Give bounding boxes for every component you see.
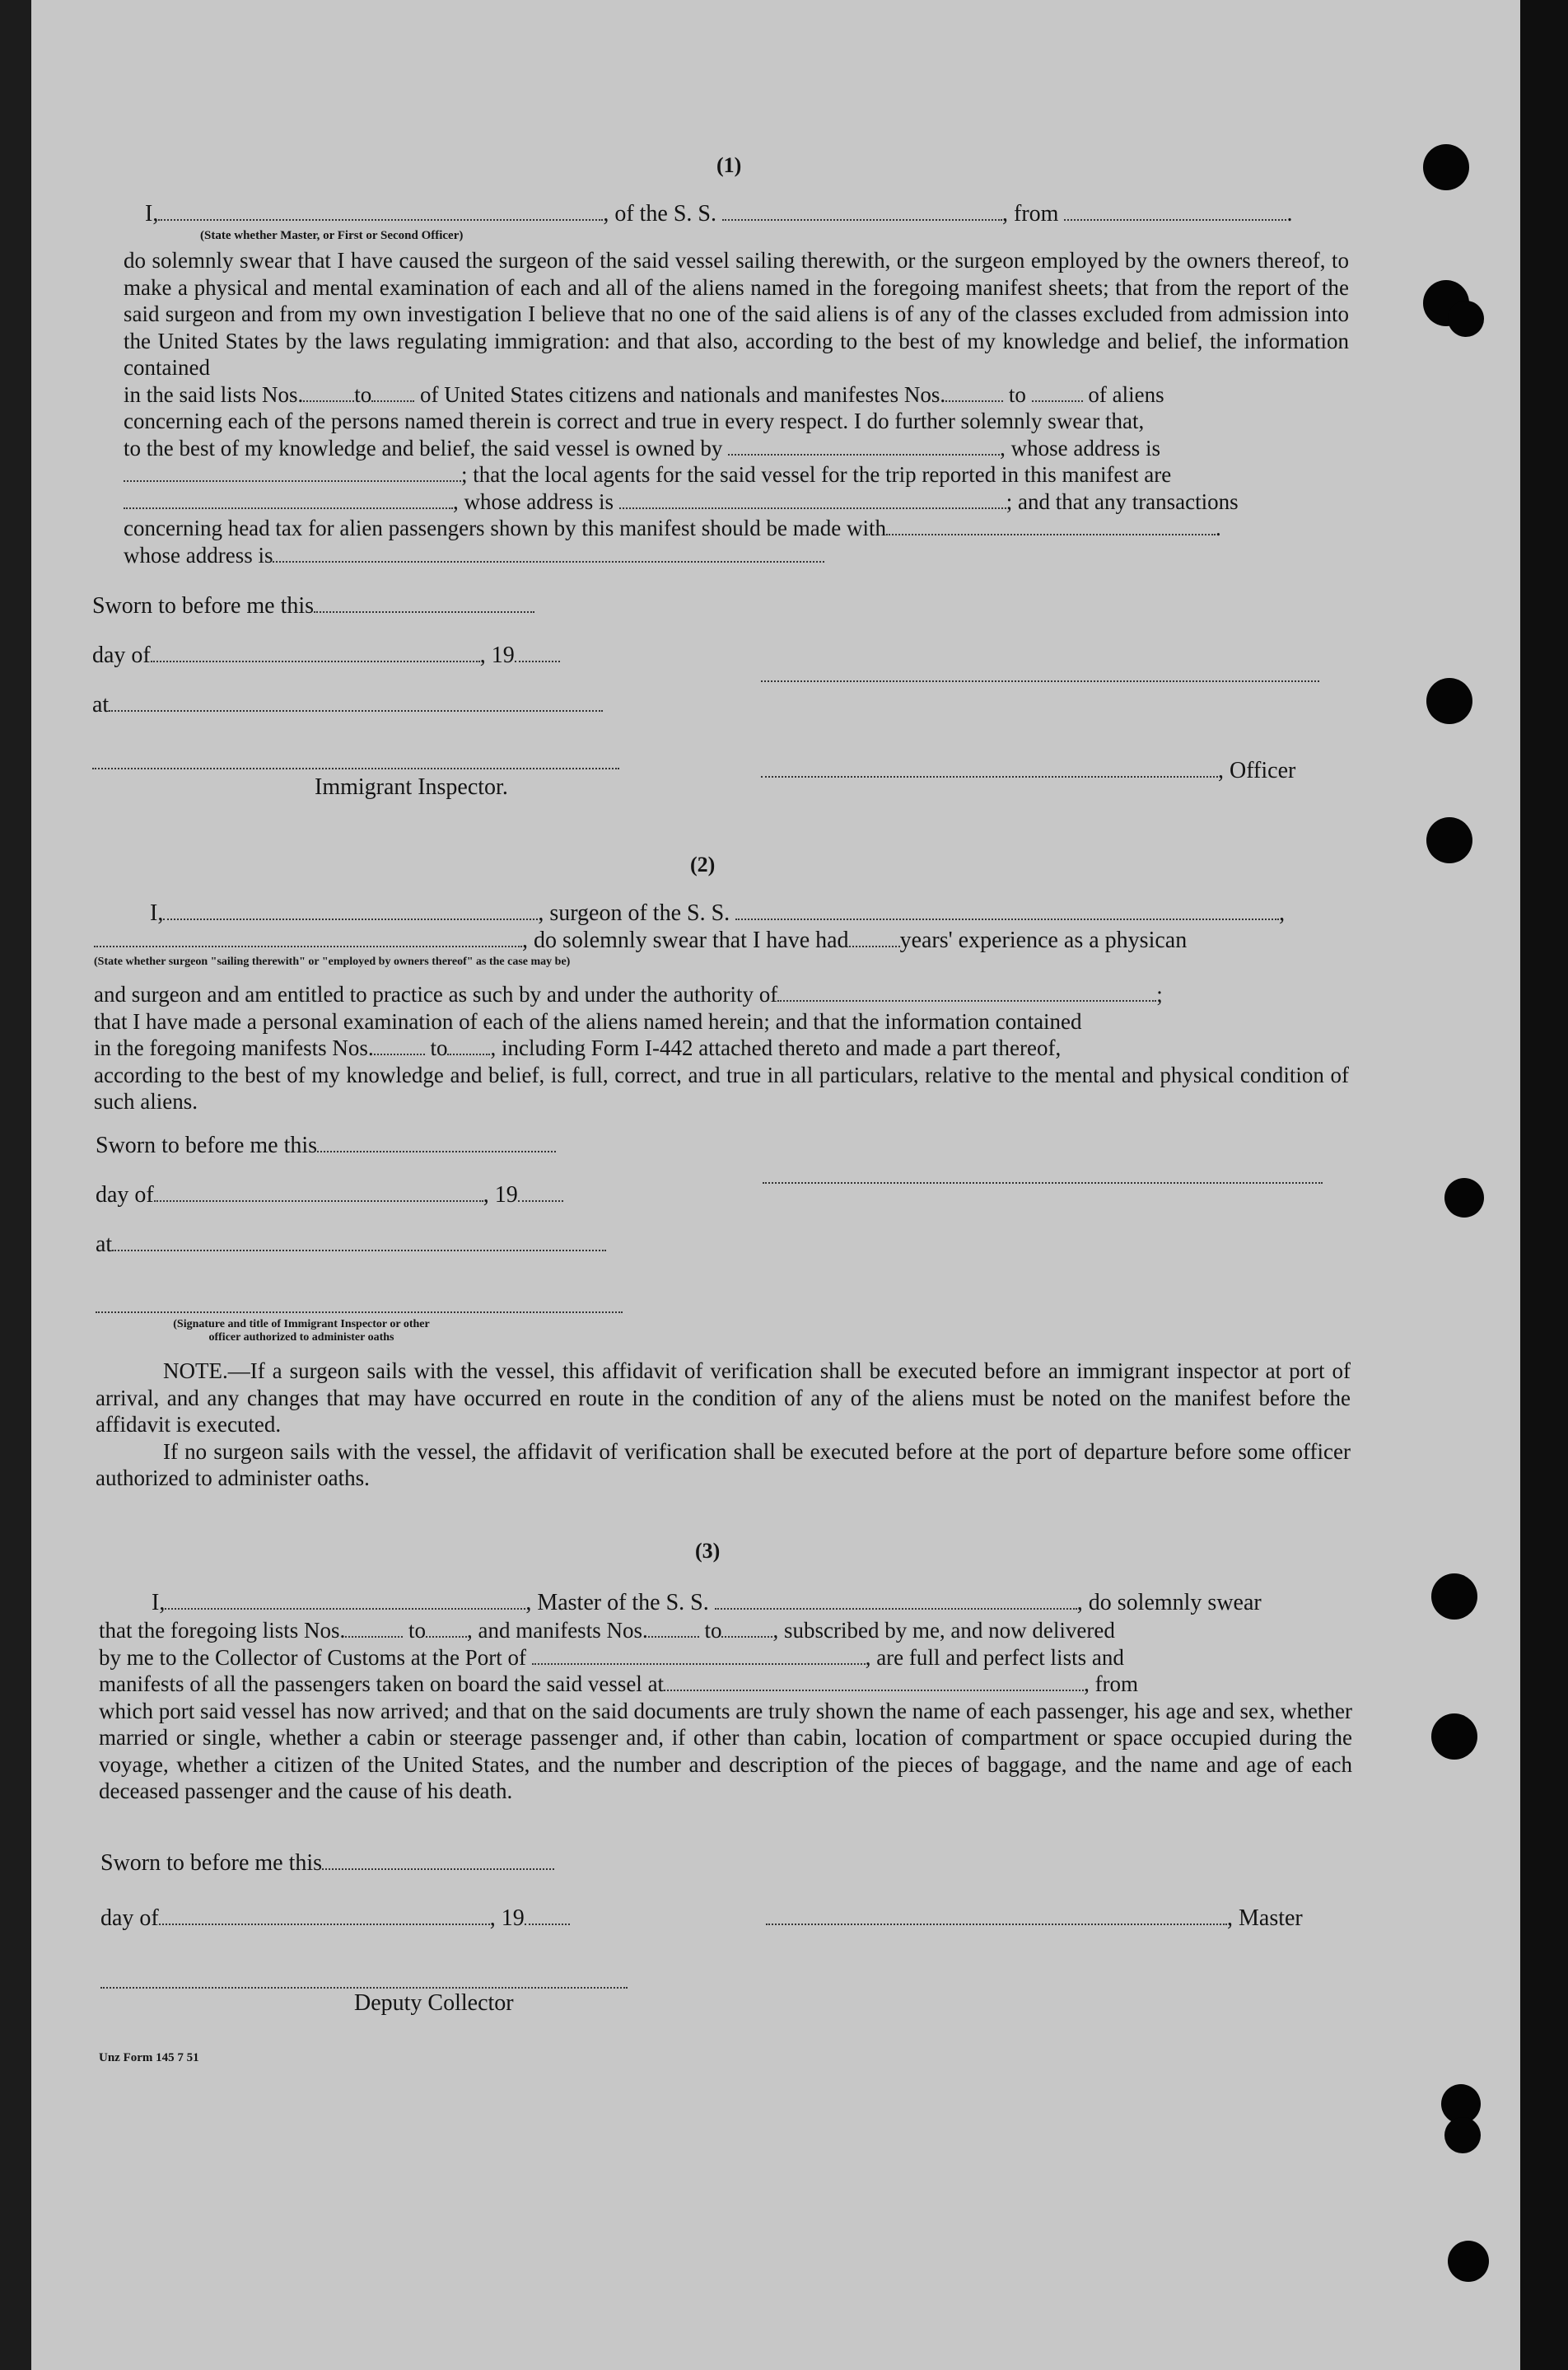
s2-note-1: NOTE.—If a surgeon sails with the vessel, this affidavit of verification shall be executed before an immigrant inspector at port of arrival, and any changes that may have occurred en route in the condition of any of the aliens must be noted on the manifest before the affidavit is executed. bbox=[96, 1358, 1351, 1437]
s1-sworn: Sworn to before me this bbox=[92, 593, 534, 619]
binder-hole bbox=[1426, 678, 1472, 724]
s2-vessel-field[interactable] bbox=[735, 900, 1279, 920]
s2-authority-field[interactable] bbox=[777, 982, 1156, 1002]
binder-hole bbox=[1448, 301, 1484, 337]
binder-hole bbox=[1448, 2241, 1489, 2282]
s1-headtax-line: concerning head tax for alien passengers shown by this manifest should be made with . bbox=[124, 516, 1221, 540]
s1-address-line: , whose address is ; and that any transactions bbox=[124, 488, 1349, 516]
s2-sailing-field[interactable] bbox=[94, 928, 522, 947]
s2-manifests-from[interactable] bbox=[374, 1035, 425, 1055]
s3-vessel-field[interactable] bbox=[715, 1590, 1077, 1610]
s2-at: at bbox=[96, 1232, 606, 1258]
binder-hole bbox=[1431, 1713, 1477, 1760]
s3-year-field[interactable] bbox=[525, 1905, 570, 1925]
s3-day-field[interactable] bbox=[159, 1905, 490, 1925]
s1-para-b: concerning each of the persons named therein is correct and true in every respect. I do further solemnly swear that, bbox=[124, 409, 1145, 433]
form-number: Unz Form 145 7 51 bbox=[99, 2051, 199, 2064]
s1-agents-field[interactable] bbox=[124, 489, 453, 509]
s2-name-field[interactable] bbox=[163, 900, 538, 920]
s2-year-field[interactable] bbox=[518, 1182, 563, 1202]
s1-lists-line: in the said lists Nos. to of United States citizens and nationals and manifestes Nos. to of aliens bbox=[124, 381, 1164, 407]
s1-manifests-from[interactable] bbox=[945, 382, 1003, 402]
s1-at-field[interactable] bbox=[109, 692, 603, 712]
s3-master-sig: , Master bbox=[766, 1905, 1303, 1932]
s1-owner-field[interactable] bbox=[728, 436, 1000, 456]
s3-day: day of , 19 bbox=[100, 1905, 570, 1932]
binder-hole bbox=[1444, 2117, 1481, 2153]
s3-master-field[interactable] bbox=[766, 1905, 1227, 1925]
s3-lists-to[interactable] bbox=[426, 1618, 467, 1638]
s2-line2: , do solemnly swear that I have had years' experience as a physican bbox=[94, 928, 1187, 954]
s1-officer-sig: , Officer bbox=[761, 758, 1295, 784]
s2-sig-note: (Signature and title of Immigrant Inspector or other officer authorized to administer oaths bbox=[173, 1318, 430, 1344]
s1-headtax-field[interactable] bbox=[886, 516, 1216, 535]
s3-line1: I, , Master of the S. S. , do solemnly swear bbox=[152, 1590, 1262, 1615]
s1-officer-field[interactable] bbox=[761, 758, 1218, 778]
s1-from-field[interactable] bbox=[1064, 201, 1286, 221]
s2-practice-line: and surgeon and am entitled to practice as such by and under the authority of ; bbox=[94, 982, 1163, 1007]
s3-port-line: by me to the Collector of Customs at the Port of , are full and perfect lists and bbox=[99, 1644, 1124, 1670]
s1-owned-line: to the best of my knowledge and belief, the said vessel is owned by , whose address is bbox=[124, 435, 1161, 460]
binder-hole bbox=[1444, 1178, 1484, 1218]
s2-body bbox=[94, 981, 1349, 1115]
s1-whose-line: whose address is bbox=[124, 542, 1349, 569]
section-1-number: (1) bbox=[716, 153, 742, 177]
s1-inspector-label: Immigrant Inspector. bbox=[315, 774, 508, 800]
s1-whose-field[interactable] bbox=[273, 543, 824, 563]
section-3-number: (3) bbox=[695, 1539, 721, 1563]
s3-sworn-field[interactable] bbox=[322, 1850, 554, 1870]
binder-hole bbox=[1426, 817, 1472, 863]
s1-agents-line: ; that the local agents for the said vessel for the trip reported in this manifest are bbox=[124, 461, 1349, 488]
section-2-number: (2) bbox=[690, 853, 716, 876]
s1-lists-to[interactable] bbox=[371, 382, 414, 402]
s1-body bbox=[124, 247, 1349, 568]
s2-at-field[interactable] bbox=[112, 1232, 606, 1251]
s1-day: day of , 19 bbox=[92, 643, 560, 669]
s2-para-end: according to the best of my knowledge and belief, is full, correct, and true in all particulars, relative to the mental and physical condition of such aliens. bbox=[94, 1062, 1349, 1114]
s1-at: at bbox=[92, 692, 603, 718]
s2-manifests-to[interactable] bbox=[447, 1035, 490, 1055]
s3-manifests-from[interactable] bbox=[648, 1618, 699, 1638]
binder-hole bbox=[1431, 1573, 1477, 1620]
s1-inspector-line[interactable] bbox=[92, 766, 619, 769]
s3-name-field[interactable] bbox=[165, 1590, 525, 1610]
s1-line1: I, , of the S. S. , from . bbox=[145, 201, 1293, 227]
s3-sworn: Sworn to before me this bbox=[100, 1850, 554, 1877]
s2-day-field[interactable] bbox=[154, 1182, 483, 1202]
s2-note bbox=[96, 1358, 1351, 1492]
s2-manifests-line: in the foregoing manifests Nos. to , including Form I-442 attached thereto and made a part thereof, bbox=[94, 1035, 1062, 1060]
s1-signature-line[interactable] bbox=[761, 679, 1319, 682]
s2-signature-line[interactable] bbox=[763, 1180, 1323, 1184]
page-edge-shadow bbox=[1520, 0, 1568, 2370]
s2-day: day of , 19 bbox=[96, 1182, 563, 1208]
s1-owner-address-field[interactable] bbox=[124, 462, 461, 482]
s1-lists-from[interactable] bbox=[303, 382, 354, 402]
s3-port-field[interactable] bbox=[532, 1645, 866, 1665]
manifest-page bbox=[31, 0, 1520, 2370]
s3-lists-line: that the foregoing lists Nos. to , and manifests Nos. to , subscribed by me, and now delivered bbox=[99, 1618, 1115, 1643]
s1-year-field[interactable] bbox=[515, 643, 560, 662]
s2-years-field[interactable] bbox=[849, 928, 900, 947]
binder-hole bbox=[1423, 144, 1469, 190]
s3-collector-line[interactable] bbox=[100, 1985, 628, 1989]
s2-sworn-field[interactable] bbox=[317, 1133, 556, 1152]
s2-exam-line: that I have made a personal examination of each of the aliens named herein; and that the information contained bbox=[94, 1008, 1082, 1034]
s1-manifests-to[interactable] bbox=[1032, 382, 1083, 402]
s3-board-line: manifests of all the passengers taken on board the said vessel at , from bbox=[99, 1671, 1139, 1696]
s3-collector-label: Deputy Collector bbox=[354, 1990, 514, 2016]
s2-surgeon-note: (State whether surgeon "sailing therewith" or "employed by owners thereof" as the case may be) bbox=[94, 956, 571, 968]
s3-board-field[interactable] bbox=[664, 1671, 1084, 1691]
s3-lists-from[interactable] bbox=[345, 1618, 403, 1638]
s3-body bbox=[99, 1617, 1352, 1805]
s3-para: which port said vessel has now arrived; and that on the said documents are truly shown the name of each passenger, his age and sex, whether married or single, whether a cabin or steerage passenger and, if other than cabin, location of compartment or space occupied during the voyage, whether a citizen of the United States, and the number and description of the pieces of baggage, and the name and age of each deceased passenger and the cause of his death. bbox=[99, 1698, 1352, 1803]
s1-name-field[interactable] bbox=[158, 201, 603, 221]
s3-manifests-to[interactable] bbox=[721, 1618, 772, 1638]
s1-day-field[interactable] bbox=[151, 643, 480, 662]
s2-sworn: Sworn to before me this bbox=[96, 1133, 556, 1159]
s2-line1: I, , surgeon of the S. S. , bbox=[150, 900, 1286, 926]
s1-agents-address-field[interactable] bbox=[619, 489, 1006, 509]
s1-officer-note: (State whether Master, or First or Second Officer) bbox=[200, 229, 464, 242]
s2-inspector-line[interactable] bbox=[96, 1310, 623, 1313]
s2-note-2: If no surgeon sails with the vessel, the affidavit of verification shall be executed before at the port of departure before some officer authorized to administer oaths. bbox=[96, 1438, 1351, 1490]
s1-sworn-field[interactable] bbox=[314, 593, 534, 613]
s1-para-a: do solemnly swear that I have caused the surgeon of the said vessel sailing therewith, or the surgeon employed by the owners thereof, to make a physical and mental examination of each and all of the aliens named in the foregoing manifest sheets; that from the report of the said surgeon and from my own investigation I believe that no one of the said aliens is of any of the classes excluded from admission into the United States by the laws regulating immigration: and that also, according to the best of my knowledge and belief, the information contained bbox=[124, 248, 1349, 380]
s1-vessel-field[interactable] bbox=[722, 201, 1002, 221]
